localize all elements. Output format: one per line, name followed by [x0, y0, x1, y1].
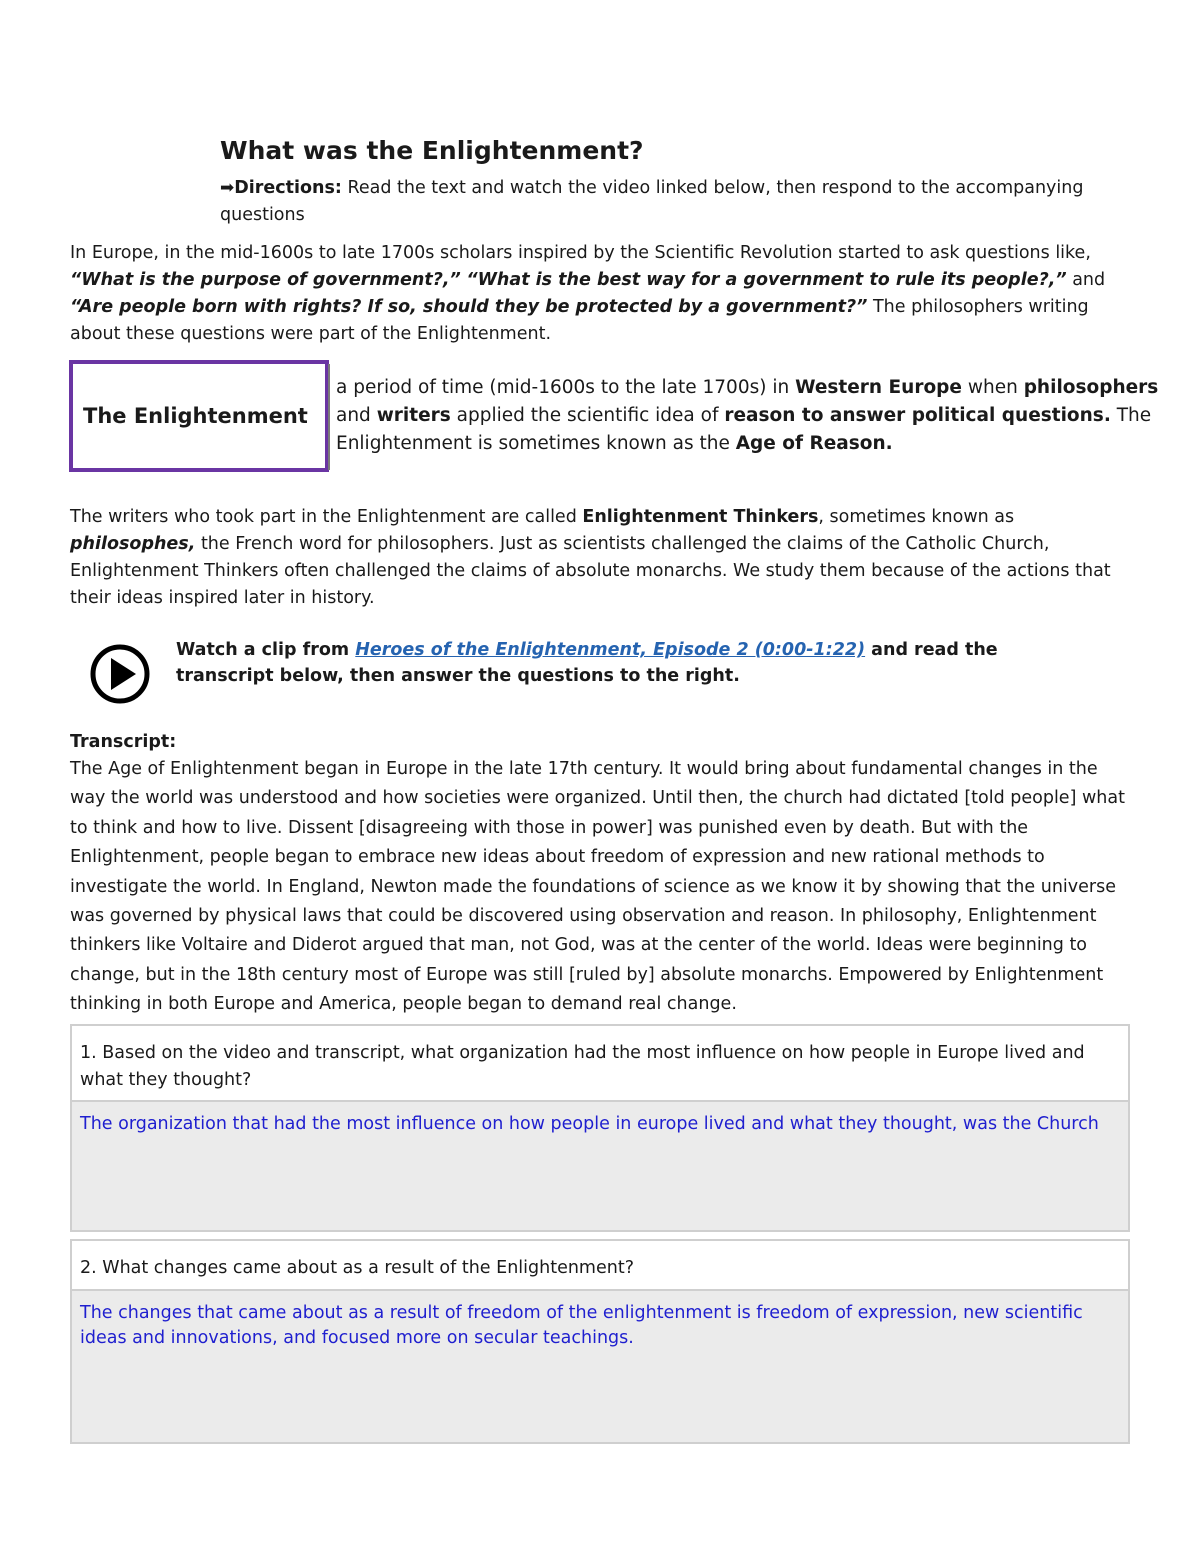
- intro-text-1: In Europe, in the mid-1600s to late 1700s scholars inspired by the Scientific Revolution started to ask questions like,: [70, 243, 1091, 263]
- intro-question-2: “What is the best way for a government to rule its people?,”: [466, 270, 1067, 290]
- watch-suffix: and read the transcript below, then answer the questions to the right.: [176, 640, 998, 686]
- intro-paragraph: [70, 240, 1130, 348]
- right-arrow-icon: ➡: [220, 178, 235, 198]
- definition-bold: writers: [376, 405, 451, 426]
- question-2-table: [70, 1239, 1130, 1444]
- definition-bold: philosophers: [1023, 377, 1159, 398]
- directions-label: Directions:: [234, 178, 342, 198]
- writers-text: , sometimes known as: [818, 507, 1015, 527]
- watch-prefix: Watch a clip from: [176, 640, 356, 660]
- question-1-table: [70, 1024, 1130, 1232]
- transcript-heading: Transcript:: [70, 732, 177, 752]
- definition-bold: Western Europe: [795, 377, 962, 398]
- video-link[interactable]: Heroes of the Enlightenment, Episode 2 (0:00-1:22): [355, 640, 866, 660]
- definition-bold: Age of Reason.: [735, 433, 893, 454]
- play-video-icon[interactable]: [89, 643, 151, 705]
- watch-instructions: [176, 637, 1096, 689]
- writers-text: the French word for philosophers. Just as scientists challenged the claims of the Catholic Church, Enlightenment Thinkers often challenged the claims of absolute monarchs. We study them because of the actions that their ideas inspired later in history.: [70, 534, 1111, 608]
- term-label: The Enlightenment: [83, 404, 308, 428]
- definition-text: and: [336, 405, 377, 426]
- definition-text: when: [961, 377, 1024, 398]
- question-1-text: 1. Based on the video and transcript, what organization had the most influence on how people in Europe lived and what they thought?: [72, 1026, 1128, 1102]
- intro-text-2: The philosophers writing about these questions were part of the Enlightenment.: [70, 297, 1089, 344]
- directions-text: Read the text and watch the video linked below, then respond to the accompanying questions: [220, 178, 1084, 225]
- term-definition: [336, 374, 1161, 458]
- term-divider: [328, 364, 330, 470]
- page-title: What was the Enlightenment?: [220, 136, 644, 165]
- definition-text: applied the scientific idea of: [450, 405, 725, 426]
- writers-text: The writers who took part in the Enlightenment are called: [70, 507, 583, 527]
- intro-question-3: “Are people born with rights? If so, should they be protected by a government?”: [70, 297, 868, 317]
- transcript: [70, 729, 1130, 1020]
- intro-question-1: “What is the purpose of government?,”: [70, 270, 461, 290]
- writers-bold-italic: philosophes,: [70, 534, 196, 554]
- answer-2-field[interactable]: The changes that came about as a result of freedom of the enlightenment is freedom of expression, new scientific ideas and innovations, and focused more on secular teachings.: [72, 1291, 1128, 1442]
- writers-paragraph: [70, 504, 1130, 612]
- term-box: [69, 360, 329, 472]
- answer-1-field[interactable]: The organization that had the most influence on how people in europe lived and what they thought, was the Church: [72, 1102, 1128, 1230]
- question-2-text: 2. What changes came about as a result of the Enlightenment?: [72, 1241, 1128, 1291]
- transcript-body: The Age of Enlightenment began in Europe in the late 17th century. It would bring about fundamental changes in the way the world was understood and how societies were organized. Until then, the church had dictated [told people] what to think and how to live. Dissent [disagreeing with those in power] was punished even by death. But with the Enlightenment, people began to embrace new ideas about freedom of expression and new rational methods to investigate the world. In England, Newton made the foundations of science as we know it by showing that the universe was governed by physical laws that could be discovered using observation and reason. In philosophy, Enlightenment thinkers like Voltaire and Diderot argued that man, not God, was at the center of the world. Ideas were beginning to change, but in the 18th century most of Europe was still [ruled by] absolute monarchs. Empowered by Enlightenment thinking in both Europe and America, people began to demand real change.: [70, 759, 1125, 1015]
- directions: [220, 175, 1100, 229]
- intro-and: and: [1066, 270, 1106, 290]
- writers-bold: Enlightenment Thinkers: [582, 507, 819, 527]
- definition-bold: reason to answer political questions.: [724, 405, 1111, 426]
- definition-text: The Enlightenment is sometimes known as the: [336, 405, 1152, 454]
- definition-text: a period of time (mid-1600s to the late 1700s) in: [336, 377, 796, 398]
